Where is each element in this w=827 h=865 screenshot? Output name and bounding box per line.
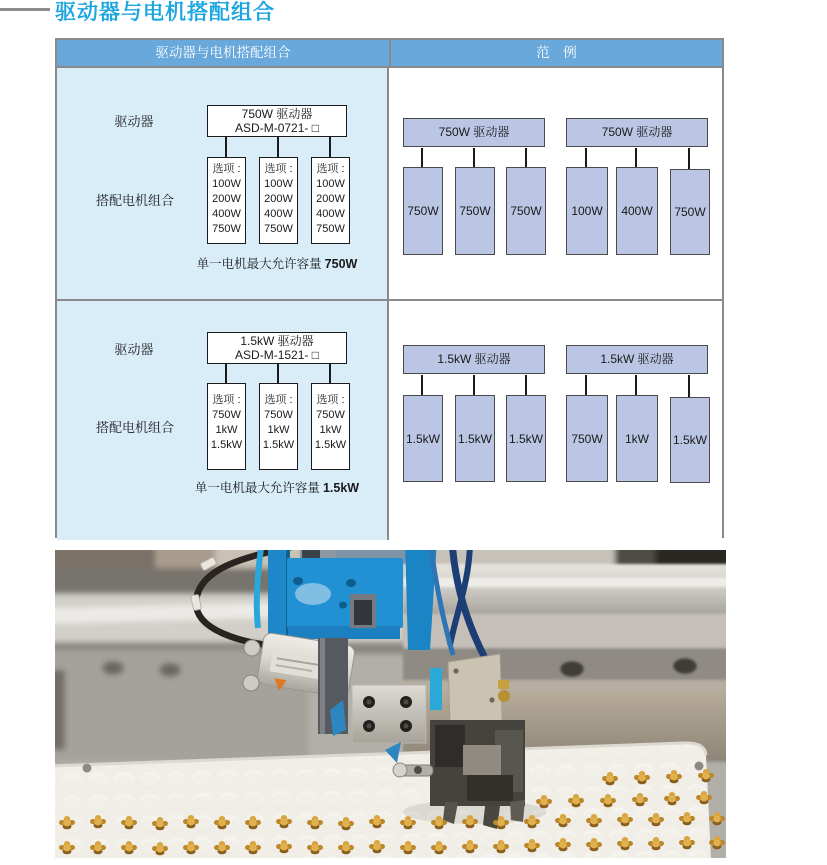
machine-photo [55,550,726,858]
example-motor-box: 750W [455,167,495,255]
driver-label: 驱动器 [114,342,154,357]
max-capacity-caption: 单一电机最大允许容量 750W [196,257,358,271]
combo-cell-750w [57,68,389,299]
example-driver-box: 750W 驱动器 [566,118,708,147]
connector-line [225,137,227,157]
example-motor-box: 750W [566,395,608,482]
connector-line [277,364,279,383]
connector-line [688,375,690,398]
example-driver-box: 1.5kW 驱动器 [403,345,545,374]
driver-box-line2: ASD-M-0721- □ [235,121,319,135]
motor-option-box: 选项 : 100W 200W 400W 750W [311,157,350,244]
driver-box [207,332,347,364]
driver-box-line2: ASD-M-1521- □ [235,348,319,362]
connector-line [225,364,227,383]
connector-line [421,375,423,395]
example-cell-750w [389,68,722,299]
connector-line [277,137,279,157]
example-cell-1500w [389,301,722,540]
connector-line [635,375,637,395]
connector-line [688,148,690,170]
example-motor-box: 1.5kW [455,395,495,482]
example-motor-box: 1kW [616,395,658,482]
example-motor-box: 100W [566,167,608,255]
driver-box [207,105,347,137]
motor-option-box: 选项 : 750W 1kW 1.5kW [311,383,350,470]
connector-line [329,137,331,157]
example-motor-box: 1.5kW [403,395,443,482]
example-motor-box: 750W [506,167,546,255]
connector-line [585,148,587,167]
connector-line [473,375,475,395]
motor-option-box: 选项 : 750W 1kW 1.5kW [207,383,246,470]
motor-combo-label: 搭配电机组合 [95,420,174,435]
driver-box-line1: 1.5kW 驱动器 [240,334,314,348]
example-driver-box: 1.5kW 驱动器 [566,345,708,374]
combo-table [55,38,724,538]
page-title: 驱动器与电机搭配组合 [55,1,275,24]
example-motor-box: 400W [616,167,658,255]
example-motor-box: 1.5kW [670,397,710,483]
motor-option-box: 选项 : 100W 200W 400W 750W [207,157,246,244]
connector-line [525,148,527,167]
connector-line [421,148,423,167]
motor-option-box: 选项 : 750W 1kW 1.5kW [259,383,298,470]
connector-line [525,375,527,395]
max-capacity-caption: 单一电机最大允许容量 1.5kW [194,481,360,495]
connector-line [585,375,587,395]
example-motor-box: 750W [670,169,710,255]
table-row [57,299,722,540]
example-motor-box: 750W [403,167,443,255]
connector-line [329,364,331,383]
table-row [57,66,722,299]
connector-line [473,148,475,167]
top-rule [0,8,50,11]
motor-combo-label: 搭配电机组合 [95,193,174,208]
driver-label: 驱动器 [114,114,154,129]
connector-line [635,148,637,167]
table-header-row [57,40,722,66]
example-motor-box: 1.5kW [506,395,546,482]
table-header-examples: 范 例 [391,40,722,66]
driver-box-line1: 750W 驱动器 [241,107,313,121]
example-driver-box: 750W 驱动器 [403,118,545,147]
motor-option-box: 选项 : 100W 200W 400W 750W [259,157,298,244]
combo-cell-1500w [57,301,389,540]
table-header-combos: 驱动器与电机搭配组合 [57,40,391,66]
